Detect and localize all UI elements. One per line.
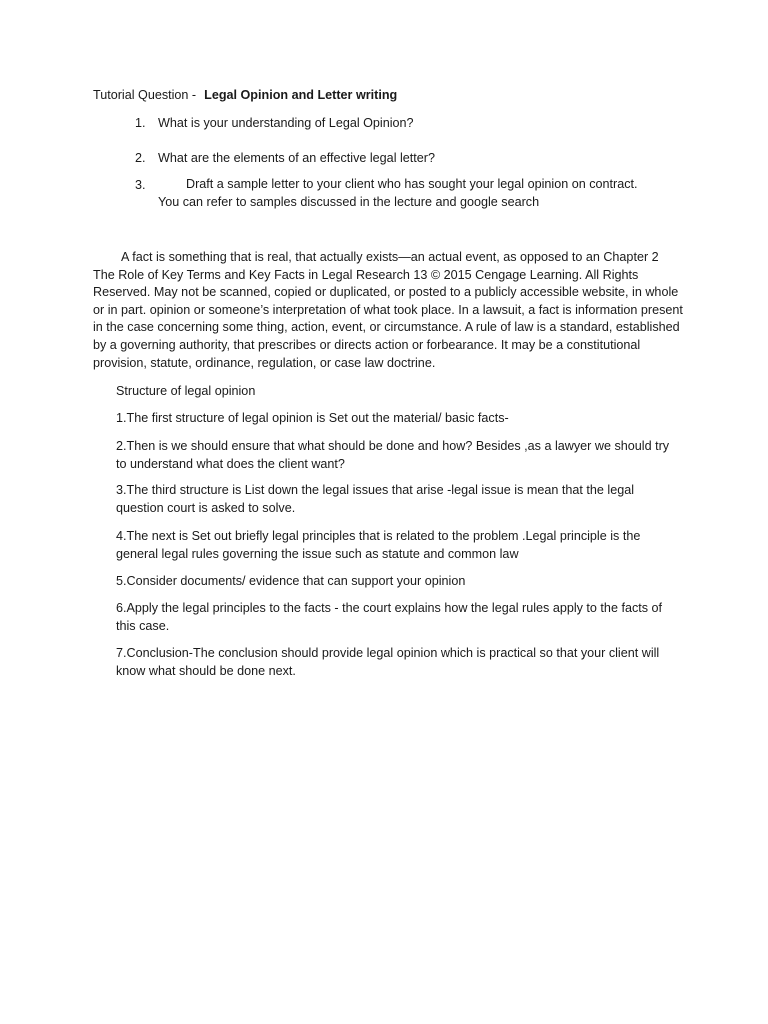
- question-1: [135, 115, 414, 133]
- question-3: [158, 176, 678, 211]
- question-text: What is your understanding of Legal Opinion?: [158, 116, 414, 130]
- title-prefix: Tutorial Question -: [93, 88, 197, 102]
- fact-paragraph: [93, 249, 683, 372]
- structure-item: 6.Apply the legal principles to the facts - the court explains how the legal rules apply to the facts of this case.: [116, 601, 663, 633]
- question-number: 2.: [135, 151, 146, 165]
- document-title: [93, 87, 397, 105]
- structure-item: 3.The third structure is List down the legal issues that arise -legal issue is mean that the legal question court is asked to solve.: [116, 483, 635, 515]
- title-text: Legal Opinion and Letter writing: [204, 88, 398, 102]
- question-number: 3.: [135, 178, 146, 192]
- fact-paragraph-text: A fact is something that is real, that actually exists—an actual event, as opposed to an Chapter 2 The Role of Key Terms and Key Facts in Legal Research 13 © 2015 Cengage Learning. All Rights Reserved. May not be scanned, copied or duplicated, or posted to a publicly accessible website, in whole or in part. opinion or someone’s interpretation of what took place. In a lawsuit, a fact is information present in the case concerning some thing, action, event, or circumstance. A rule of law is a standard, established by a governing authority, that prescribes or directs action or forbearance. It may be a constitutional provision, statute, ordinance, regulation, or case law doctrine.: [93, 250, 683, 370]
- structure-item: 4.The next is Set out briefly legal principles that is related to the problem .Legal principle is the general legal rules governing the issue such as statute and common law: [116, 529, 641, 561]
- structure-item: 5.Consider documents/ evidence that can support your opinion: [116, 574, 466, 588]
- question-text: Draft a sample letter to your client who has sought your legal opinion on contract.: [186, 177, 638, 191]
- structure-heading: Structure of legal opinion: [116, 384, 256, 398]
- structure-item: 1.The first structure of legal opinion is Set out the material/ basic facts-: [116, 411, 509, 425]
- question-3-number: [135, 177, 158, 195]
- structure-item: 7.Conclusion-The conclusion should provide legal opinion which is practical so that your client will know what should be done next.: [116, 646, 660, 678]
- question-number: 1.: [135, 116, 146, 130]
- question-continuation: You can refer to samples discussed in the lecture and google search: [158, 194, 540, 209]
- question-2: [135, 150, 435, 168]
- question-text: What are the elements of an effective legal letter?: [158, 151, 435, 165]
- structure-item: 2.Then is we should ensure that what should be done and how? Besides ,as a lawyer we should try to understand what does the client want?: [116, 439, 670, 471]
